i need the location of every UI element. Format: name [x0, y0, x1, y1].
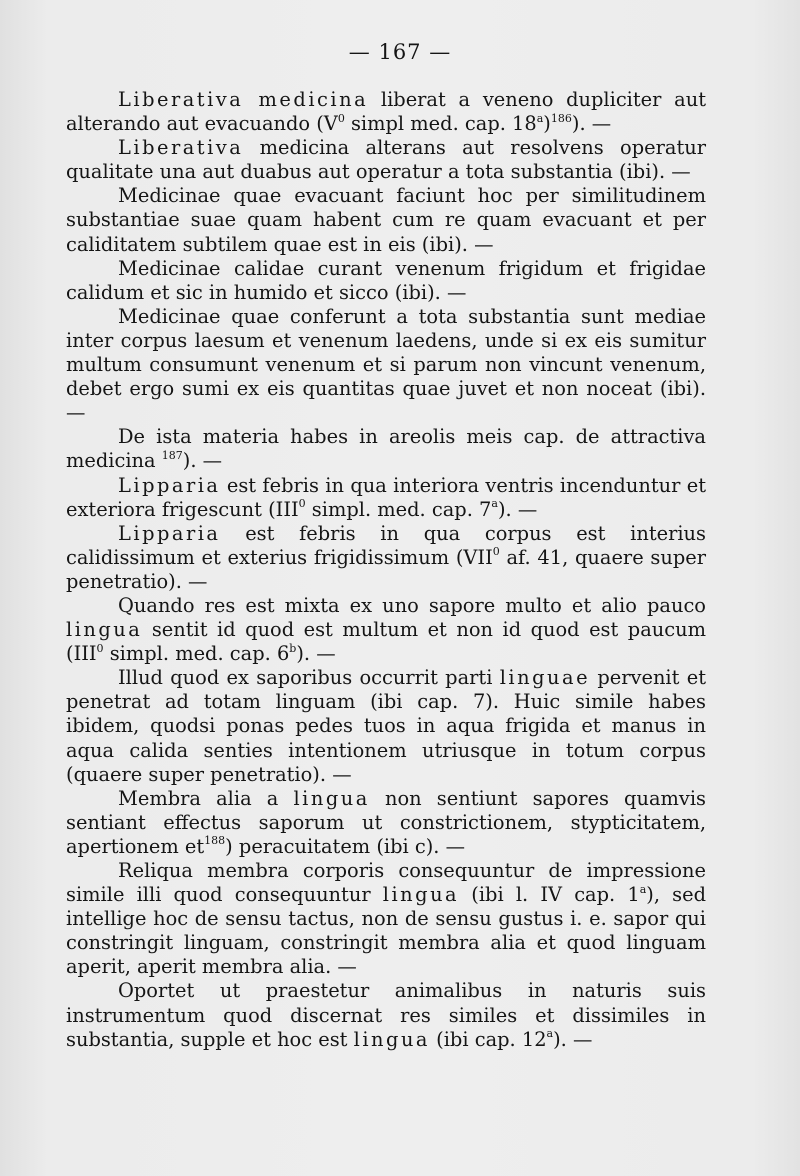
text-run: (ibi cap. 12 — [430, 1027, 547, 1051]
paragraph-p8 — [66, 522, 706, 594]
text-run: ). — — [296, 642, 336, 666]
text-run: Medicinae quae evacuant faciunt hoc per similitudinem substantiae suae quam habent cum re quam evacuant et per caliditatem subtilem quae est in eis (ibi). — — [66, 184, 706, 256]
superscript: a — [491, 497, 498, 511]
body-text — [66, 88, 706, 1052]
paragraph-p11 — [66, 787, 706, 859]
paragraph-p3 — [66, 184, 706, 256]
text-run: ). — — [497, 497, 538, 521]
text-run: Reliqua membra corporis consequuntur de impressione simile illi quod consequuntur — [66, 859, 706, 907]
text-run: est febris in qua interiora ventris incenduntur et exteriora frigescunt (III — [66, 473, 706, 521]
paragraph-p9 — [66, 594, 706, 666]
superscript: a — [536, 111, 544, 125]
text-run: ). — — [571, 112, 612, 136]
text-run: simpl med. cap. 18 — [344, 112, 537, 136]
spaced-keyword: Liberativa medicina — [118, 88, 369, 111]
spaced-keyword: linguae — [499, 666, 591, 690]
superscript: b — [289, 641, 297, 655]
text-run: pervenit et penetrat ad totam linguam (ibi cap. 7). Huic simile habes ibidem, quodsi ponas pedes tuos in aqua frigida et manus in aqua calida senties intentionem utriusque in totum corpus (quaere super penetratio). — — [66, 666, 706, 786]
superscript: a — [639, 882, 647, 896]
paragraph-p2 — [66, 136, 706, 184]
superscript: 188 — [204, 834, 226, 848]
text-run: af. 41, quaere super penetratio). — — [66, 545, 706, 593]
superscript: 187 — [161, 448, 183, 462]
text-run: (ibi l. IV cap. 1 — [459, 883, 640, 907]
text-run: ), sed intellige hoc de sensu tactus, non de sensu gustus i. e. sapor qui constringit linguam, constringit membra alia et quod linguam aperit, aperit membra alia. — — [66, 883, 707, 979]
text-run: simpl. med. cap. 6 — [103, 642, 290, 666]
text-run: ). — — [182, 449, 223, 473]
paragraph-p1 — [66, 88, 706, 136]
text-run: simpl. med. cap. 7 — [305, 497, 492, 521]
text-run: Medicinae quae conferunt a tota substantia sunt mediae inter corpus laesum et venenum laedens, unde si ex eis sumitur multum consumunt venenum et si parum non vincunt venenum, debet ergo sumi ex eis quantitas quae juvet et non noceat (ibi). — — [66, 304, 706, 425]
text-run: est febris in qua corpus est interius calidissimum et exterius frigidissimum (VII — [66, 521, 706, 569]
spaced-keyword: Liberativa — [118, 136, 244, 160]
paragraph-p5 — [66, 305, 706, 425]
spaced-keyword: lingua — [353, 1027, 430, 1051]
paragraph-p10 — [66, 666, 706, 786]
superscript: 186 — [550, 111, 572, 125]
text-run: non sentiunt sapores quamvis sentiant effectus saporum ut constrictionem, stypticitatem, apertionem et — [66, 786, 706, 858]
text-run: Quando res est mixta ex uno sapore multo et alio pauco — [118, 593, 706, 617]
text-run: De ista materia habes in areolis meis cap. de attractiva medicina — [66, 425, 706, 473]
superscript: 0 — [298, 497, 306, 511]
text-run: liberat a veneno dupliciter aut alterando aut evacuando (V — [66, 88, 706, 136]
spaced-keyword: lingua — [293, 786, 370, 810]
text-run: medicina alterans aut resolvens operatur qualitate una aut duabus aut operatur a tota substantia (ibi). — — [66, 136, 706, 184]
text-run: Membra alia a — [118, 786, 294, 810]
page-number: — 167 — — [348, 40, 452, 64]
paragraph-p12 — [66, 859, 706, 979]
superscript: a — [546, 1027, 554, 1041]
paragraph-p13 — [66, 979, 706, 1051]
text-run: Oportet ut praestetur animalibus in naturis suis instrumentum quod discernat res similes et dissimiles in substantia, supple et hoc est — [66, 979, 706, 1051]
paragraph-p4 — [66, 257, 706, 305]
spaced-keyword: Lipparia — [118, 521, 221, 545]
text-run: Medicinae calidae curant venenum frigidum et frigidae calidum et sic in humido et sicco (ibi). — — [66, 256, 706, 304]
superscript: 0 — [96, 641, 104, 655]
spaced-keyword: lingua — [66, 618, 143, 642]
spaced-keyword: Lipparia — [118, 473, 221, 497]
text-run: ). — — [553, 1027, 593, 1051]
text-run: ) peracuitatem (ibi c). — — [225, 834, 466, 858]
text-run: sentit id quod est multum et non id quod est paucum (III — [66, 618, 706, 666]
text-run: ) — [543, 112, 551, 136]
paragraph-p7 — [66, 474, 706, 522]
spaced-keyword: lingua — [382, 883, 460, 907]
superscript: 0 — [492, 545, 500, 559]
paragraph-p6 — [66, 425, 706, 473]
text-run: Illud quod ex saporibus occurrit parti — [118, 666, 500, 690]
superscript: 0 — [337, 111, 345, 125]
